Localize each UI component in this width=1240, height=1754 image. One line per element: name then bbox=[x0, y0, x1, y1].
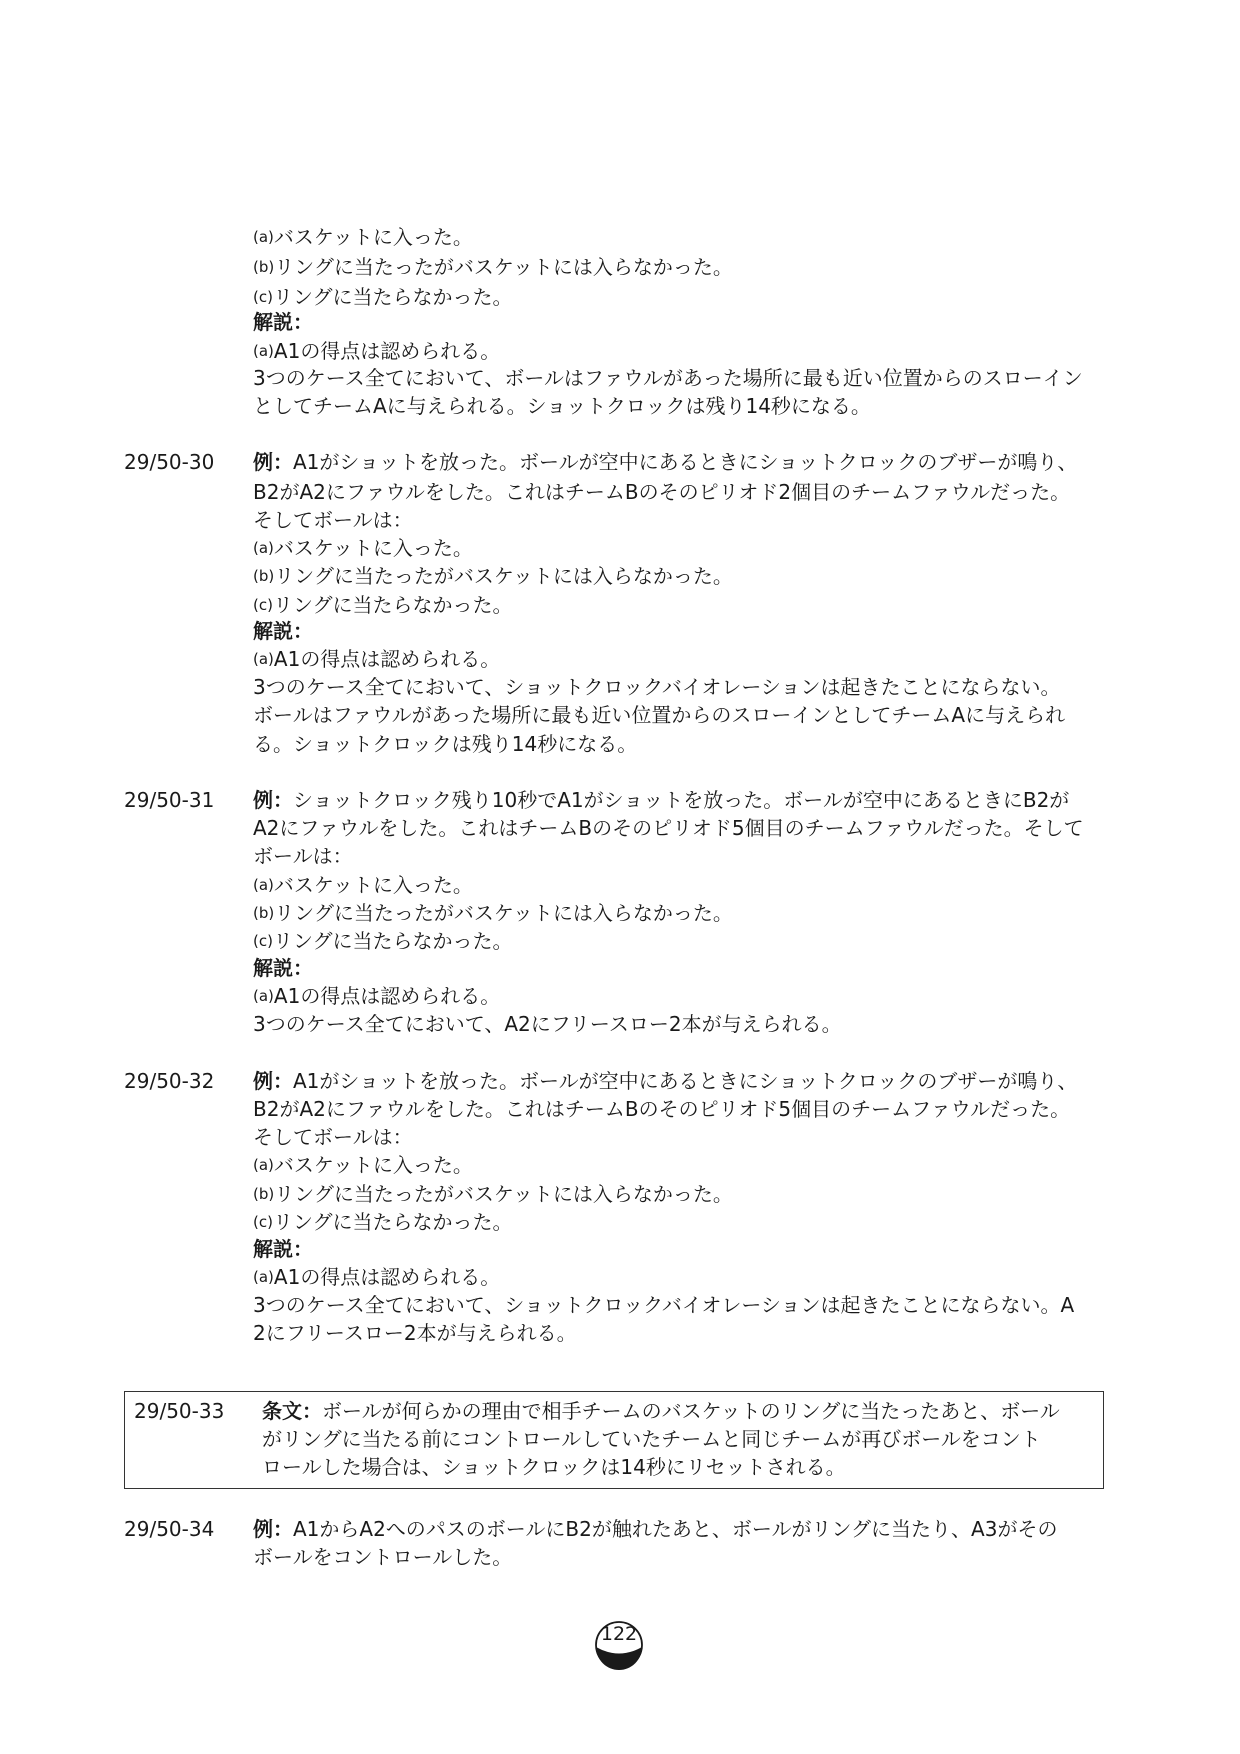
option-b: (b)リングに当たったがバスケットには入らなかった。 bbox=[253, 1182, 733, 1206]
section-line: そしてボールは： bbox=[253, 1125, 413, 1149]
option-c: (c)リングに当たらなかった。 bbox=[253, 1210, 513, 1234]
option-b: (b)リングに当たったがバスケットには入らなかった。 bbox=[253, 564, 733, 588]
answer-line: 3つのケース全てにおいて、ショットクロックバイオレーションは起きたことにならない。A bbox=[253, 1293, 1075, 1317]
section-line: B2がA2にファウルをした。これはチームBのそのピリオド5個目のチームファウルだった。 bbox=[253, 1097, 1071, 1121]
intro-answer-a: (a)A1の得点は認められる。 bbox=[253, 339, 501, 363]
intro-answer-label: 解説： bbox=[253, 310, 313, 334]
article-number: 29/50-33 bbox=[134, 1399, 225, 1423]
section-number: 29/50-31 bbox=[124, 788, 215, 812]
section-line: A2にファウルをした。これはチームBのそのピリオド5個目のチームファウルだった。そして bbox=[253, 816, 1084, 840]
answer-line: 3つのケース全てにおいて、A2にフリースロー2本が与えられる。 bbox=[253, 1012, 842, 1036]
article-line: 条文：ボールが何らかの理由で相手チームのバスケットのリングに当たったあと、ボール bbox=[262, 1399, 1060, 1423]
section-line: ボールは： bbox=[253, 844, 353, 868]
section-number: 29/50-30 bbox=[124, 450, 215, 474]
intro-answer-line: 3つのケース全てにおいて、ボールはファウルがあった場所に最も近い位置からのスローイン bbox=[253, 366, 1083, 390]
option-b: (b)リングに当たったがバスケットには入らなかった。 bbox=[253, 901, 733, 925]
answer-label: 解説： bbox=[253, 1237, 313, 1261]
answer-label: 解説： bbox=[253, 619, 313, 643]
section-number: 29/50-32 bbox=[124, 1069, 215, 1093]
option-a: (a)バスケットに入った。 bbox=[253, 536, 473, 560]
section-line: そしてボールは： bbox=[253, 508, 413, 532]
answer-a: (a)A1の得点は認められる。 bbox=[253, 647, 501, 671]
answer-label: 解説： bbox=[253, 956, 313, 980]
section-number: 29/50-34 bbox=[124, 1517, 215, 1541]
page-number: 122 bbox=[600, 1623, 638, 1645]
section-line: 例：A1がショットを放った。ボールが空中にあるときにショットクロックのブザーが鳴り、 bbox=[253, 450, 1078, 474]
answer-line: る。ショットクロックは残り14秒になる。 bbox=[253, 732, 638, 756]
intro-option-b: (b)リングに当たったがバスケットには入らなかった。 bbox=[253, 255, 733, 279]
answer-line: 2にフリースロー2本が与えられる。 bbox=[253, 1321, 577, 1345]
answer-line: ボールはファウルがあった場所に最も近い位置からのスローインとしてチームAに与えられ bbox=[253, 703, 1066, 727]
article-line: ロールした場合は、ショットクロックは14秒にリセットされる。 bbox=[262, 1455, 846, 1479]
answer-line: 3つのケース全てにおいて、ショットクロックバイオレーションは起きたことにならない。 bbox=[253, 675, 1061, 699]
intro-option-c: (c)リングに当たらなかった。 bbox=[253, 285, 513, 309]
intro-option-a: (a)バスケットに入った。 bbox=[253, 225, 473, 249]
section-line: ボールをコントロールした。 bbox=[253, 1545, 513, 1569]
article-line: がリングに当たる前にコントロールしていたチームと同じチームが再びボールをコント bbox=[262, 1427, 1041, 1451]
intro-answer-line: としてチームAに与えられる。ショットクロックは残り14秒になる。 bbox=[253, 394, 871, 418]
section-line: 例：ショットクロック残り10秒でA1がショットを放った。ボールが空中にあるときにB2が bbox=[253, 788, 1070, 812]
option-a: (a)バスケットに入った。 bbox=[253, 873, 473, 897]
section-line: 例：A1がショットを放った。ボールが空中にあるときにショットクロックのブザーが鳴り、 bbox=[253, 1069, 1078, 1093]
option-c: (c)リングに当たらなかった。 bbox=[253, 593, 513, 617]
option-a: (a)バスケットに入った。 bbox=[253, 1153, 473, 1177]
answer-a: (a)A1の得点は認められる。 bbox=[253, 984, 501, 1008]
option-c: (c)リングに当たらなかった。 bbox=[253, 929, 513, 953]
section-line: B2がA2にファウルをした。これはチームBのそのピリオド2個目のチームファウルだった。 bbox=[253, 480, 1071, 504]
answer-a: (a)A1の得点は認められる。 bbox=[253, 1265, 501, 1289]
section-line: 例：A1からA2へのパスのボールにB2が触れたあと、ボールがリングに当たり、A3がその bbox=[253, 1517, 1058, 1541]
